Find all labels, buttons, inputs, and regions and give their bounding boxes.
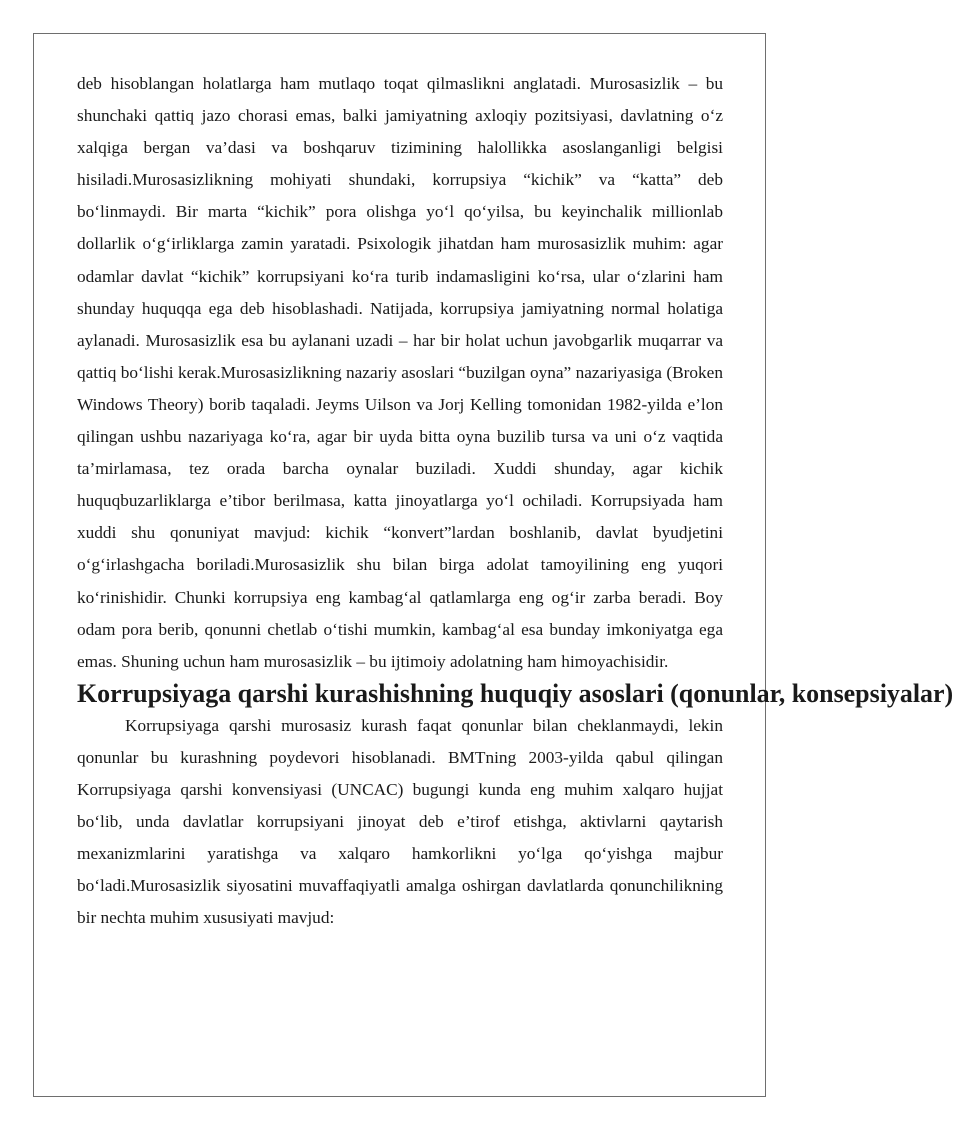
body-paragraph: Korrupsiyaga qarshi murosasiz kurash faqat qonunlar bilan cheklanmaydi, lekin qonunlar bu kurashning poydevori hisoblanadi. BMTning 2003-yilda qabul qilingan Korrupsiyaga qarshi konvensiyasi (UNCAC) bugungi kunda eng muhim xalqaro hujjat bo‘lib, unda davlatlar korrupsiyani jinoyat deb e’tirof etishga, aktivlarni qaytarish mexanizmlarini yaratishga va xalqaro hamkorlikni yo‘lga qo‘yishga majbur bo‘ladi.Murosasizlik siyosatini muvaffaqiyatli amalga oshirgan davlatlarda qonunchilikning bir nechta muhim xususiyati mavjud: (77, 715, 723, 928)
document-body (77, 68, 953, 935)
section-heading: Korrupsiyaga qarshi kurashishning huquqiy asoslari (qonunlar, konsepsiyalar) (77, 678, 953, 708)
body-paragraph: deb hisoblangan holatlarga ham mutlaqo toqat qilmaslikni anglatadi. Murosasizlik – bu shunchaki qattiq jazo chorasi emas, balki jamiyatning axloqiy pozitsiyasi, davlatning o‘z xalqiga bergan va’dasi va boshqaruv tizimining halollikka asoslanganligi belgisi hisiladi.Murosasizlikning mohiyati shundaki, korrupsiya “kichik” va “katta” deb bo‘linmaydi. Bir marta “kichik” pora olishga yo‘l qo‘yilsa, bu keyinchalik millionlab dollarlik o‘g‘irliklarga zamin yaratadi. Psixologik jihatdan ham murosasizlik muhim: agar odamlar davlat “kichik” korrupsiyani ko‘ra turib indamasligini ko‘rsa, ular o‘zlarini ham shunday huquqqa ega deb hisoblashadi. Natijada, korrupsiya jamiyatning normal holatiga aylanadi. Murosasizlik esa bu aylanani uzadi – har bir holat uchun javobgarlik muqarrar va qattiq bo‘lishi kerak.Murosasizlikning nazariy asoslari “buzilgan oyna” nazariyasiga (Broken Windows Theory) borib taqaladi. Jeyms Uilson va Jorj Kelling tomonidan 1982-yilda e’lon qilingan ushbu nazariyaga ko‘ra, agar bir uyda bitta oyna buzilib tursa va uni o‘z vaqtida ta’mirlamasa, tez orada barcha oynalar buziladi. Xuddi shunday, agar kichik huquqbuzarliklarga e’tibor berilmasa, katta jinoyatlarga yo‘l ochiladi. Korrupsiyada ham xuddi shu qonuniyat mavjud: kichik “konvert”lardan boshlanib, davlat byudjetini o‘g‘irlashgacha boriladi.Murosasizlik shu bilan birga adolat tamoyilining eng yuqori ko‘rinishidir. Chunki korrupsiya eng kambag‘al qatlamlarga eng og‘ir zarba beradi. Boy odam pora berib, qonunni chetlab o‘tishi mumkin, kambag‘al esa bunday imkoniyatga ega emas. Shuning uchun ham murosasizlik – bu ijtimoiy adolatning ham himoyachisidir. (77, 74, 723, 671)
